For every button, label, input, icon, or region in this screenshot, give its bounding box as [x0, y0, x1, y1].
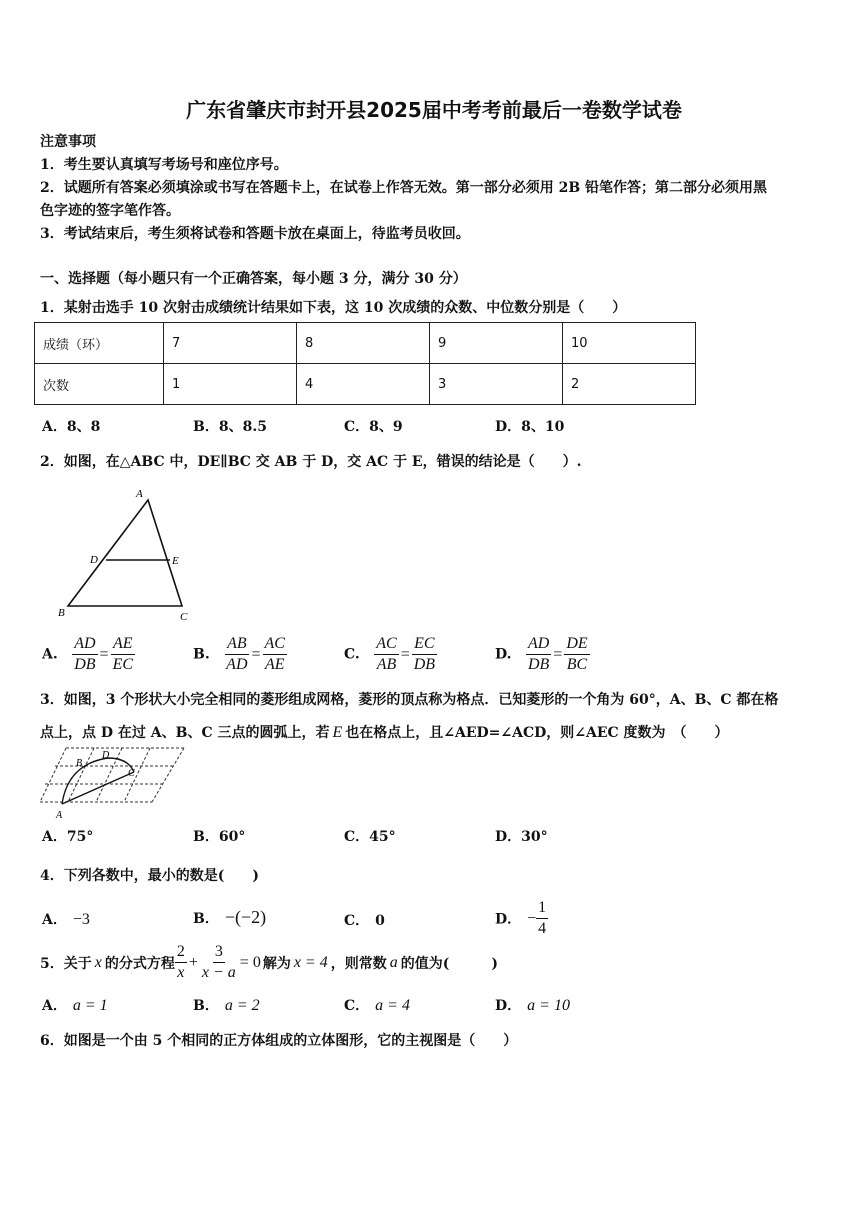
table-row — [35, 323, 696, 364]
q3-option-d: D．30° — [495, 829, 548, 845]
fraction — [263, 634, 287, 675]
denominator: AE — [264, 656, 285, 673]
table-cell: 7 — [164, 323, 297, 364]
table-cell: 9 — [430, 323, 563, 364]
table-cell: 8 — [297, 323, 430, 364]
option-label: B． — [193, 911, 219, 927]
fraction — [564, 634, 589, 675]
q5-option-c — [344, 995, 410, 1015]
numerator: AC — [374, 634, 398, 655]
label-c: C — [128, 768, 135, 779]
q5-option-b — [193, 995, 260, 1015]
denominator: DB — [413, 656, 436, 673]
q5-option-a — [42, 995, 108, 1015]
denominator: BC — [566, 656, 588, 673]
question-6-stem: 6．如图是一个由 5 个相同的正方体组成的立体图形，它的主视图是（ ） — [40, 1033, 518, 1049]
option-label: D． — [495, 911, 522, 928]
numerator: AD — [72, 634, 97, 655]
question-3-line-1: 3．如图，3 个形状大小完全相同的菱形组成网格，菱形的顶点称为格点．已知菱形的一个角为 60°，A、B、C 都在格 — [40, 692, 779, 708]
label-c: C — [180, 611, 188, 623]
fraction — [374, 634, 398, 675]
rhombus-grid-figure — [38, 744, 188, 820]
numerator: AC — [263, 634, 287, 655]
question-3-text-b: 也在格点上，且∠AED=∠ACD，则∠AEC 度数为 （ ） — [345, 725, 729, 741]
numerator: DE — [564, 634, 589, 655]
q2-option-d: D. $\frac{AD}{DB}$ = $\frac{DE}{BC}$ — [495, 635, 588, 673]
notice-item-2-cont: 色字迹的签字笔作答。 — [40, 203, 180, 219]
score-table — [34, 322, 696, 405]
solution: x = 4 — [293, 953, 328, 971]
table-cell: 2 — [563, 364, 696, 405]
variable-e: E — [332, 724, 343, 741]
question-5-stem — [40, 942, 498, 983]
denominator: DB — [527, 656, 550, 673]
q5-text: 的分式方程 — [104, 955, 175, 972]
option-label: D． — [495, 998, 522, 1014]
fraction — [111, 634, 135, 675]
option-value: −3 — [72, 911, 90, 928]
notice-item-3: 3．考试结束后，考生须将试卷和答题卡放在桌面上，待监考员收回。 — [40, 226, 470, 242]
q4-option-c — [344, 910, 385, 930]
option-label: C． — [344, 913, 370, 929]
q4-option-d — [495, 898, 548, 939]
table-cell: 1 — [164, 364, 297, 405]
fraction — [412, 634, 437, 675]
fraction — [200, 942, 238, 983]
q3-option-b: B．60° — [193, 829, 246, 845]
option-label: B. — [193, 646, 210, 663]
q2-option-c: C. $\frac{AC}{AB}$ = $\frac{EC}{DB}$ — [344, 635, 436, 673]
denominator: x — [177, 964, 185, 981]
q3-option-c: C．45° — [344, 829, 396, 845]
option-label: B． — [193, 998, 219, 1014]
minus-sign: − — [527, 909, 537, 927]
option-label: C． — [344, 998, 370, 1014]
option-label: D. — [495, 646, 512, 663]
label-a: A — [56, 810, 63, 820]
fraction — [72, 634, 97, 675]
q5-text: 解为 — [262, 955, 291, 972]
table-cell: 次数 — [35, 364, 164, 405]
label-b: B — [58, 607, 65, 619]
denominator: EC — [112, 656, 134, 673]
table-cell: 3 — [430, 364, 563, 405]
option-value: a = 4 — [375, 997, 410, 1014]
numerator: AD — [526, 634, 551, 655]
option-value: a = 1 — [72, 997, 108, 1014]
label-b: B — [76, 758, 83, 769]
section-heading: 一、选择题（每小题只有一个正确答案，每小题 3 分，满分 30 分） — [40, 271, 467, 287]
table-row — [35, 364, 696, 405]
question-3-text-a: 点上，点 D 在过 A、B、C 三点的圆弧上，若 — [40, 725, 330, 741]
q5-text: 的值为( ) — [400, 955, 498, 972]
table-cell: 成绩（环） — [35, 323, 164, 364]
option-value: a = 10 — [527, 997, 570, 1014]
denominator: DB — [74, 656, 96, 673]
q4-option-b — [193, 907, 266, 928]
denominator: 4 — [538, 920, 547, 937]
numerator: 1 — [536, 898, 548, 919]
fraction — [224, 634, 249, 675]
notice-heading: 注意事项 — [40, 134, 96, 150]
variable-x: x — [94, 953, 102, 971]
notice-item-2: 2．试题所有答案必须填涂或书写在答题卡上，在试卷上作答无效。第一部分必须用 2B 铅笔作答；第二部分必须用黑 — [40, 180, 768, 196]
numerator: AB — [225, 634, 249, 655]
plus-sign: + — [188, 953, 198, 971]
denominator: AB — [376, 656, 397, 673]
variable-a: a — [389, 953, 398, 971]
table-cell: 4 — [297, 364, 430, 405]
question-4-stem: 4．下列各数中，最小的数是( ) — [40, 868, 259, 884]
notice-item-1: 1．考生要认真填写考场号和座位序号。 — [40, 157, 288, 173]
question-1-stem: 1．某射击选手 10 次射击成绩统计结果如下表，这 10 次成绩的众数、中位数分别是（ ） — [40, 300, 627, 316]
page-title: 广东省肇庆市封开县2025届中考考前最后一卷数学试卷 — [186, 98, 682, 122]
option-value: 0 — [375, 913, 385, 929]
label-d: D — [102, 750, 110, 761]
numerator: EC — [412, 634, 436, 655]
q5-option-d — [495, 995, 570, 1015]
q3-option-a: A．75° — [42, 829, 94, 845]
option-label: A. — [42, 646, 58, 663]
option-value: a = 2 — [224, 997, 260, 1014]
denominator: AD — [226, 656, 248, 673]
question-2-stem: 2．如图，在△ABC 中，DE∥BC 交 AB 于 D，交 AC 于 E，错误的结论是（ ）. — [40, 454, 582, 470]
q1-option-a: A．8、8 — [42, 419, 101, 435]
fraction — [175, 942, 187, 983]
question-3-line-2 — [40, 722, 729, 742]
q1-option-b: B．8、8.5 — [193, 419, 267, 435]
numerator: 2 — [175, 942, 187, 963]
equals-zero: = 0 — [239, 953, 261, 971]
denominator: x − a — [201, 964, 236, 981]
fraction — [536, 898, 548, 939]
q2-option-a: A. $\frac{AD}{DB}$ = $\frac{AE}{EC}$ — [42, 635, 134, 673]
numerator: AE — [111, 634, 135, 655]
option-label: A． — [42, 912, 67, 928]
fraction — [526, 634, 551, 675]
option-label: C. — [344, 646, 360, 663]
triangle-figure — [52, 484, 202, 624]
q4-option-a — [42, 909, 90, 929]
q2-option-b: B. $\frac{AB}{AD}$ = $\frac{AC}{AE}$ — [193, 635, 285, 673]
q1-option-c: C．8、9 — [344, 419, 403, 435]
q1-option-d: D．8、10 — [495, 419, 565, 435]
q5-text: ，则常数 — [330, 955, 387, 972]
label-a: A — [136, 488, 143, 500]
q5-text: 5．关于 — [40, 955, 92, 972]
numerator: 3 — [213, 942, 225, 963]
table-cell: 10 — [563, 323, 696, 364]
label-d: D — [90, 554, 98, 566]
option-value: −(−2) — [224, 907, 267, 927]
label-e: E — [172, 555, 179, 567]
option-label: A． — [42, 998, 67, 1014]
